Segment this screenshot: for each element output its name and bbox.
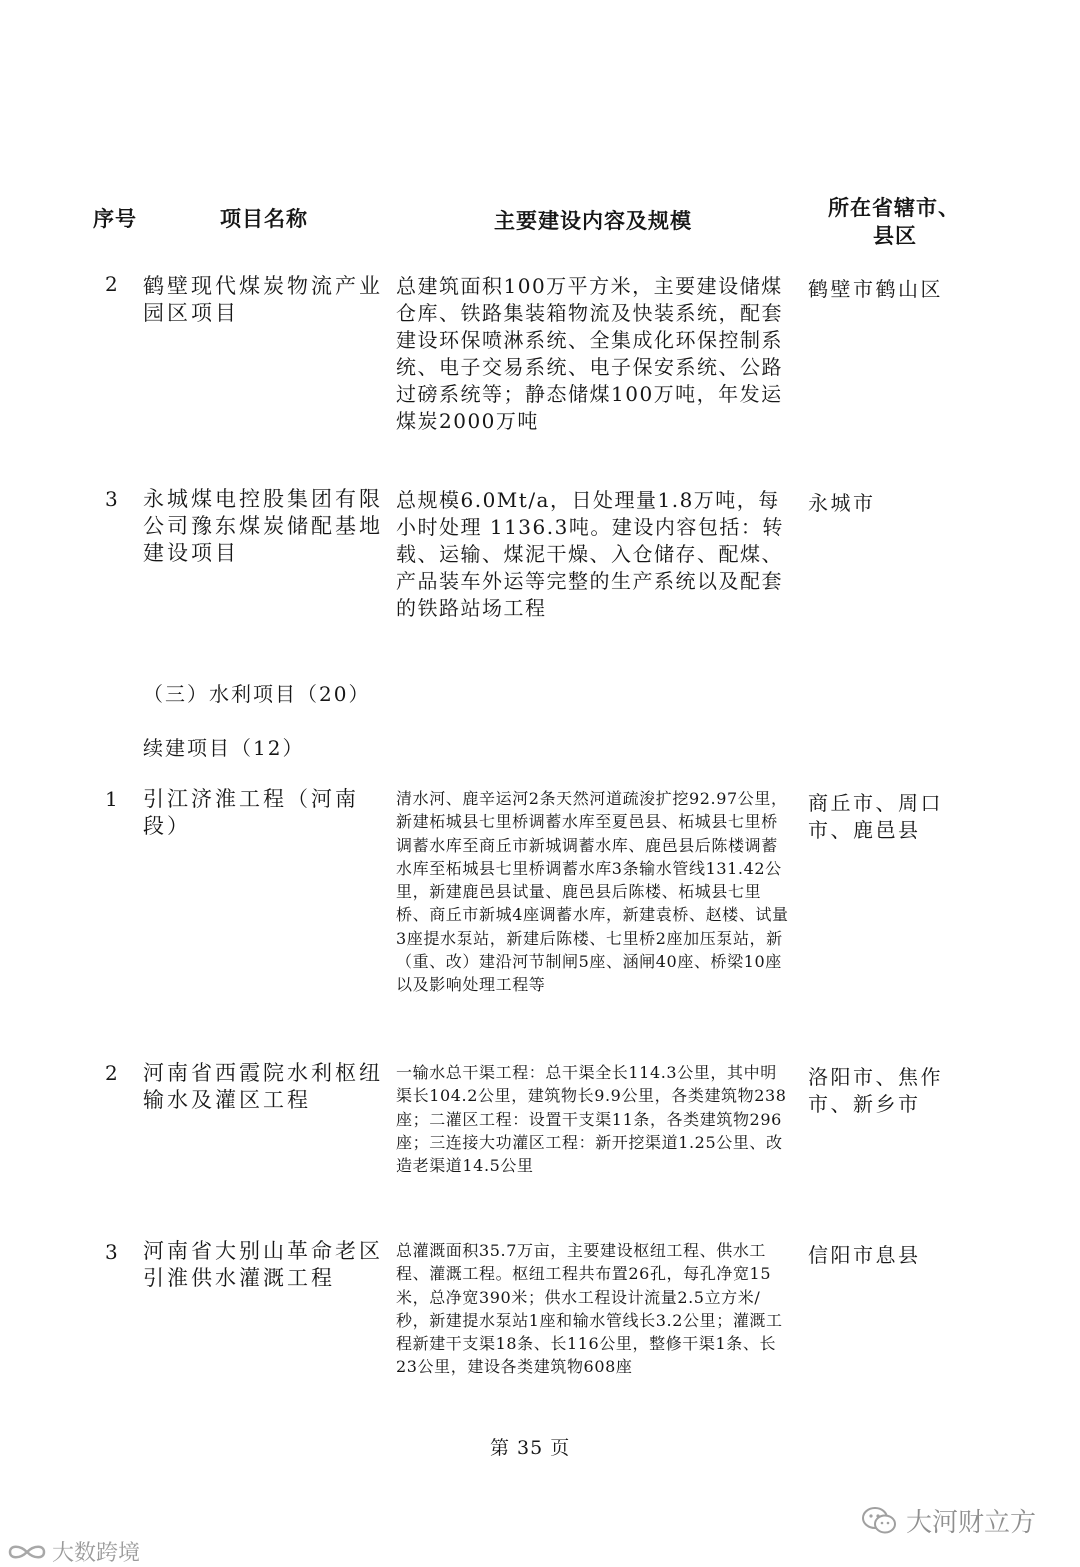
header-col-name: 项目名称 xyxy=(220,207,308,231)
watermark-right-text: 大河财立方 xyxy=(906,1508,1037,1538)
row-number: 3 xyxy=(105,1240,118,1264)
wechat-icon xyxy=(860,1505,898,1537)
header-col-no: 序号 xyxy=(93,207,137,231)
project-location: 商丘市、周口市、鹿邑县 xyxy=(808,791,943,842)
row-number: 2 xyxy=(105,272,118,296)
project-name: 河南省大别山革命老区引淮供水灌溉工程 xyxy=(143,1239,383,1290)
project-name: 引江济淮工程（河南段） xyxy=(143,787,359,838)
project-location: 洛阳市、焦作市、新乡市 xyxy=(808,1065,943,1116)
project-content: 清水河、鹿辛运河2条天然河道疏浚扩挖92.97公里，新建柘城县七里桥调蓄水库至夏邑县、柘城县七里桥调蓄水库至商丘市新城调蓄水库、鹿邑县后陈楼调蓄水库至柘城县七里桥调蓄水库3条输水管线131.42公里，新建鹿邑县试量、鹿邑县后陈楼、柘城县七里桥、商丘市新城4座调蓄水库，新建袁桥、赵楼、试量3座提水泵站，新建后陈楼、七里桥2座加压泵站，新（重、改）建沿河节制闸5座、涵闸40座、桥梁10座以及影响处理工程等 xyxy=(396,789,789,995)
project-location: 信阳市息县 xyxy=(808,1243,921,1267)
project-content: 总建筑面积100万平方米，主要建设储煤仓库、铁路集装箱物流及快装系统，配套建设环保喷淋系统、全集成化环保控制系统、电子交易系统、电子保安系统、公路过磅系统等；静态储煤100万吨，年发运煤炭2000万吨 xyxy=(396,274,783,433)
project-name: 永城煤电控股集团有限公司豫东煤炭储配基地建设项目 xyxy=(143,487,383,565)
project-location: 永城市 xyxy=(808,491,876,515)
subsection-title: 续建项目（12） xyxy=(143,736,305,760)
page-number: 第 35 页 xyxy=(490,1437,571,1459)
infinity-logo-icon xyxy=(6,1541,48,1563)
project-content: 一输水总干渠工程：总干渠全长114.3公里，其中明渠长104.2公里，建筑物长9.9公里，各类建筑物238座；二灌区工程：设置干支渠11条，各类建筑物296座；三连接大功灌区工程：新开挖渠道1.25公里、改造老渠道14.5公里 xyxy=(396,1063,787,1176)
header-col-location-line2: 县区 xyxy=(873,224,917,248)
row-number: 3 xyxy=(105,487,118,511)
header-col-content: 主要建设内容及规模 xyxy=(494,209,692,233)
project-content: 总规模6.0Mt/a，日处理量1.8万吨，每小时处理 1136.3吨。建设内容包括：转载、运输、煤泥干燥、入仓储存、配煤、产品装车外运等完整的生产系统以及配套的铁路站场工程 xyxy=(396,488,784,620)
row-number: 2 xyxy=(105,1061,118,1085)
header-col-location-line1: 所在省辖市、 xyxy=(828,196,960,220)
row-number: 1 xyxy=(105,787,118,811)
watermark-right xyxy=(860,1502,1036,1539)
project-content: 总灌溉面积35.7万亩，主要建设枢纽工程、供水工程、灌溉工程。枢纽工程共布置26孔，每孔净宽15米，总净宽390米；供水工程设计流量2.5立方米/秒，新建提水泵站1座和输水管线长3.2公里；灌溉工程新建干支渠18条、长116公里，整修干渠1条、长23公里，建设各类建筑物608座 xyxy=(396,1241,783,1377)
project-name: 鹤壁现代煤炭物流产业园区项目 xyxy=(143,274,383,325)
watermark-left xyxy=(6,1536,140,1567)
project-name: 河南省西霞院水利枢纽输水及灌区工程 xyxy=(143,1061,383,1112)
section-title: （三）水利项目（20） xyxy=(143,682,371,706)
project-location: 鹤壁市鹤山区 xyxy=(808,277,943,301)
watermark-left-text: 大数跨境 xyxy=(52,1541,141,1566)
